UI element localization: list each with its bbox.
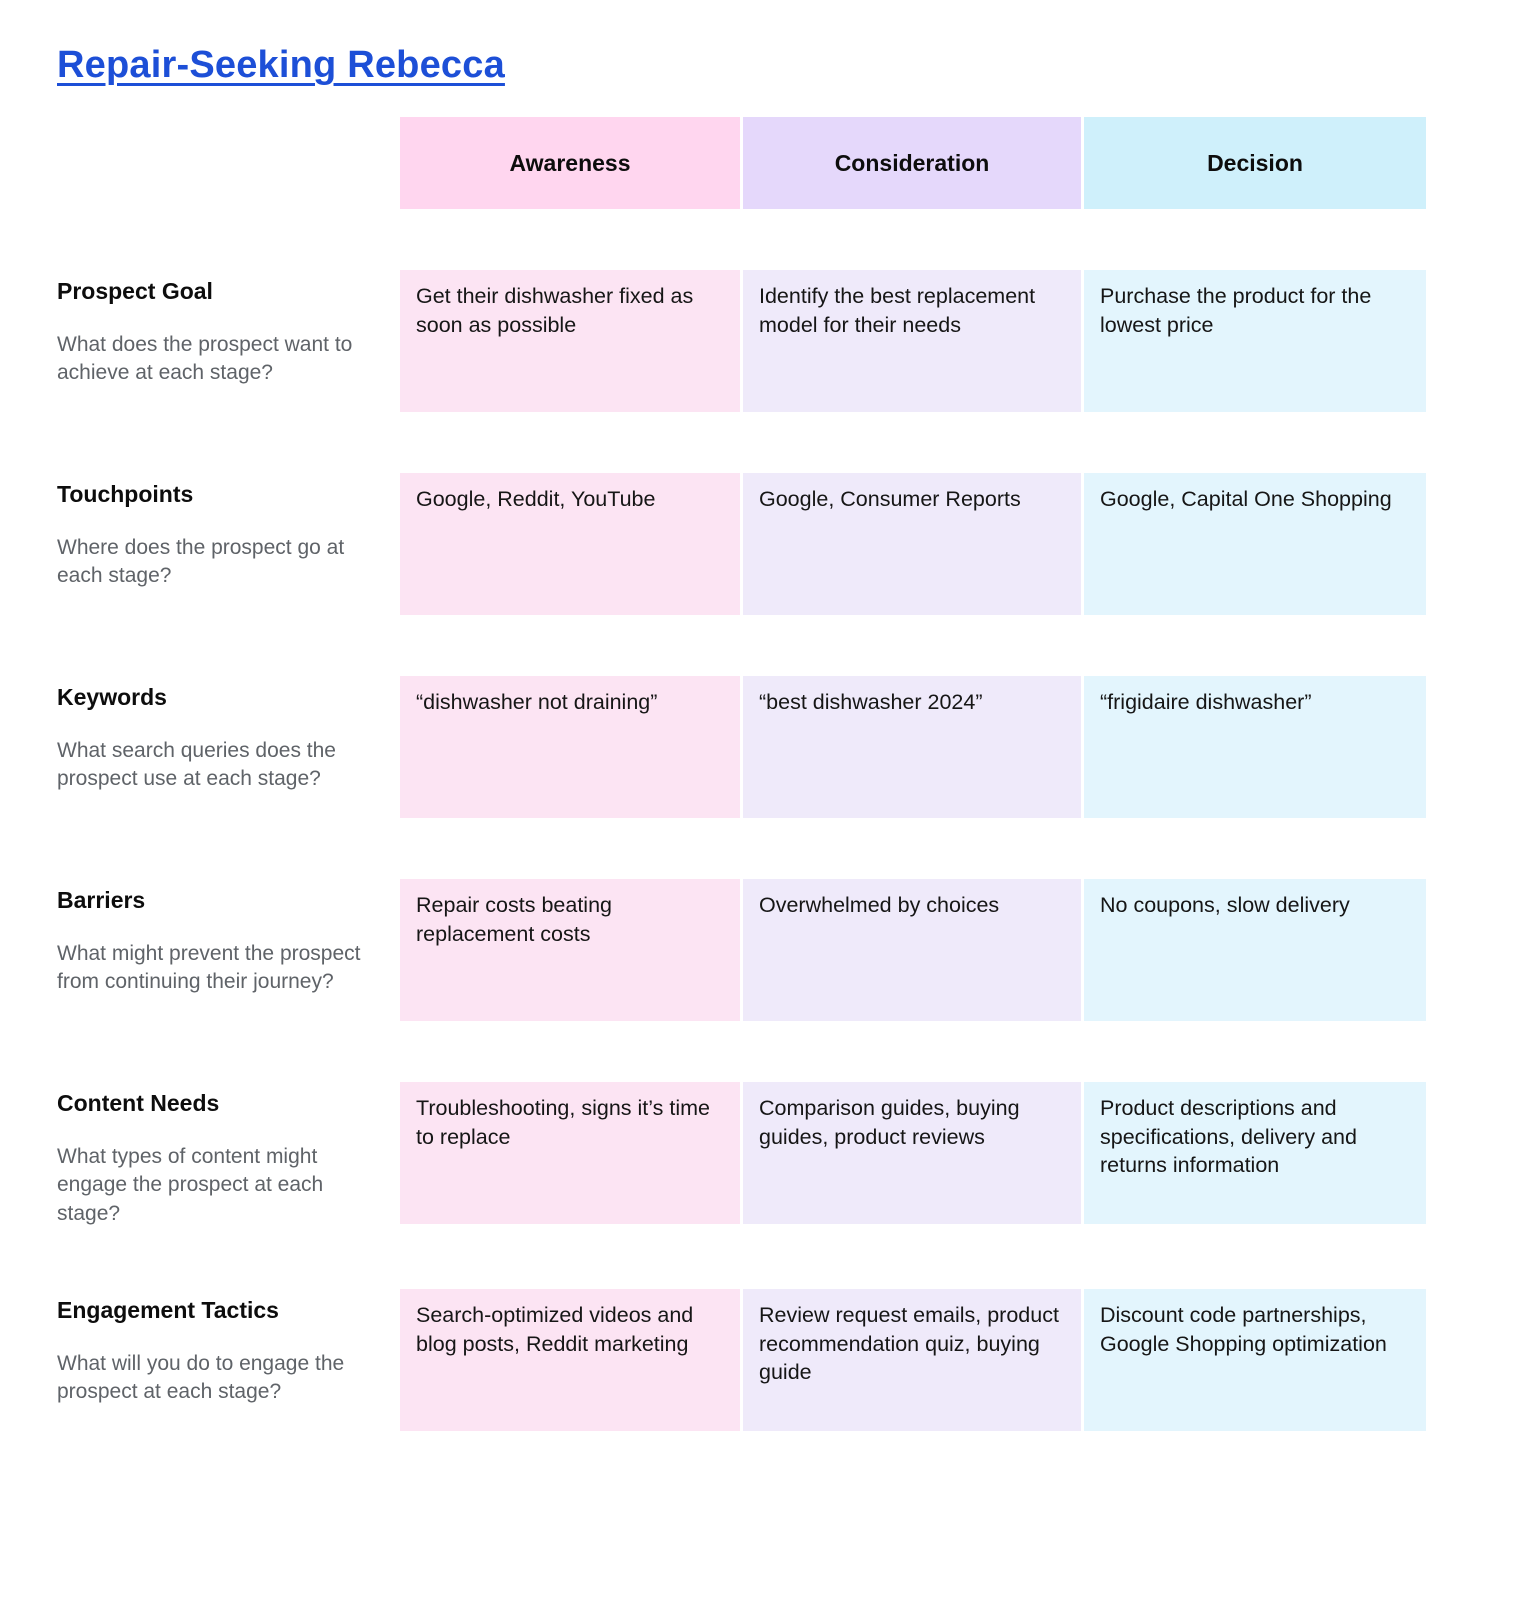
journey-cell-awareness: “dishwasher not draining” xyxy=(400,676,740,818)
row-question: Where does the prospect go at each stage? xyxy=(57,536,345,588)
journey-cell-decision: Google, Capital One Shopping xyxy=(1084,473,1426,615)
row-title: Content Needs xyxy=(57,1090,220,1116)
row-label xyxy=(57,473,397,591)
column-header-consideration: Consideration xyxy=(743,117,1081,209)
row-question: What does the prospect want to achieve at each stage? xyxy=(57,333,353,385)
journey-map-table xyxy=(57,117,1426,1431)
header-spacer xyxy=(57,117,397,209)
row-question: What search queries does the prospect use at each stage? xyxy=(57,739,336,791)
row-question: What types of content might engage the prospect at each stage? xyxy=(57,1145,324,1225)
journey-cell-decision: No coupons, slow delivery xyxy=(1084,879,1426,1021)
journey-cell-awareness: Troubleshooting, signs it’s time to replace xyxy=(400,1082,740,1224)
journey-cell-consideration: Overwhelmed by choices xyxy=(743,879,1081,1021)
journey-cell-consideration: Comparison guides, buying guides, product reviews xyxy=(743,1082,1081,1224)
journey-cell-decision: Product descriptions and specifications, delivery and returns information xyxy=(1084,1082,1426,1224)
row-label xyxy=(57,1289,397,1407)
journey-cell-decision: Purchase the product for the lowest price xyxy=(1084,270,1426,412)
journey-cell-awareness: Repair costs beating replacement costs xyxy=(400,879,740,1021)
column-header-awareness: Awareness xyxy=(400,117,740,209)
row-label xyxy=(57,270,397,388)
journey-cell-consideration: “best dishwasher 2024” xyxy=(743,676,1081,818)
row-question: What might prevent the prospect from continuing their journey? xyxy=(57,942,361,994)
row-label xyxy=(57,676,397,794)
journey-cell-awareness: Google, Reddit, YouTube xyxy=(400,473,740,615)
row-question: What will you do to engage the prospect at each stage? xyxy=(57,1352,345,1404)
row-title: Keywords xyxy=(57,684,167,710)
row-label xyxy=(57,879,397,997)
column-header-decision: Decision xyxy=(1084,117,1426,209)
row-label xyxy=(57,1082,397,1228)
journey-cell-consideration: Review request emails, product recommendation quiz, buying guide xyxy=(743,1289,1081,1431)
journey-cell-decision: “frigidaire dishwasher” xyxy=(1084,676,1426,818)
row-title: Engagement Tactics xyxy=(57,1297,279,1324)
row-title: Prospect Goal xyxy=(57,278,213,304)
journey-cell-awareness: Search-optimized videos and blog posts, Reddit marketing xyxy=(400,1289,740,1431)
row-title: Barriers xyxy=(57,887,146,913)
journey-cell-awareness: Get their dishwasher fixed as soon as possible xyxy=(400,270,740,412)
journey-cell-consideration: Google, Consumer Reports xyxy=(743,473,1081,615)
journey-cell-consideration: Identify the best replacement model for their needs xyxy=(743,270,1081,412)
page-title-link[interactable]: Repair-Seeking Rebecca xyxy=(57,44,505,86)
journey-cell-decision: Discount code partnerships, Google Shopping optimization xyxy=(1084,1289,1426,1431)
row-title: Touchpoints xyxy=(57,481,194,507)
